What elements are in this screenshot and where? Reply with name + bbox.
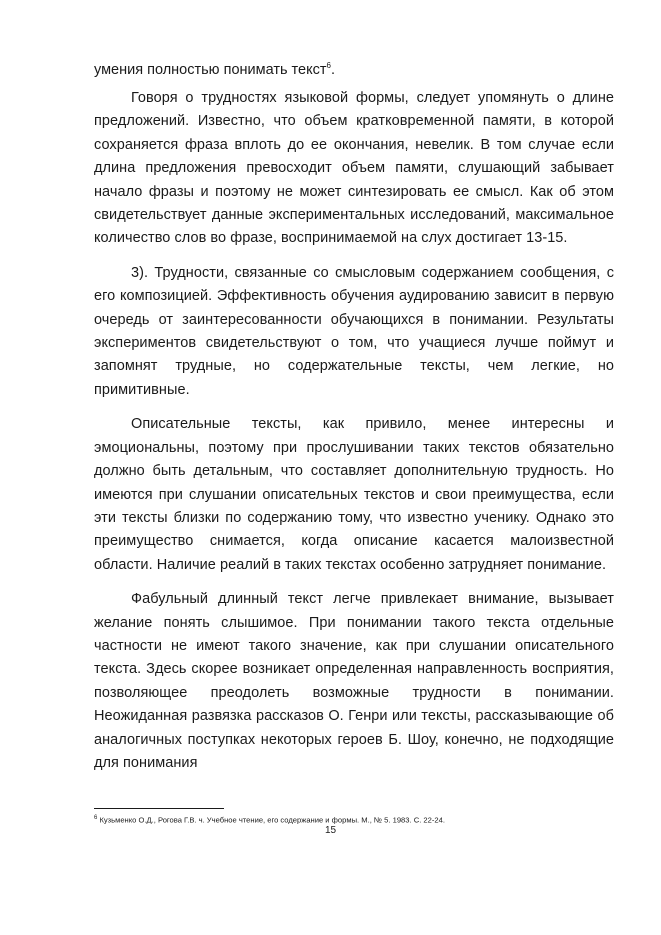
paragraph-plot-texts: Фабульный длинный текст легче привлекает внимание, вызывает желание понять слышимое. При понимании такого текста отдельные частности не имеют такого значение, как при слушании описательного текста. Здесь скорее возникает определенная направленность восприятия, позволяющее преодолеть возможные трудности в понимании. Неожиданная развязка рассказов О. Генри или тексты, рассказывающие об аналогичных поступках некоторых героев Б. Шоу, конечно, не подходящие для понимания [94,591,614,771]
footnote-reference[interactable]: 6 [326,61,331,71]
first-line [94,54,614,87]
first-line-end: . [330,62,335,78]
page-body [94,54,614,786]
paragraph-descriptive-texts: Описательные тексты, как привило, менее интересны и эмоциональны, поэтому при прослушивании таких текстов обязательно должно быть детальным, что составляет дополнительную трудность. Но имеются при слушании описательных текстов и свои преимущества, если эти тексты близки по содержанию тому, что известно ученику. Однако это преимущество снимается, когда описание касается малоизвестной области. Наличие реалий в таких текстах особенно затрудняет понимание. [94,416,614,573]
first-line-text: умения полностью понимать текст [94,62,327,78]
paragraph-content-difficulty: 3). Трудности, связанные со смысловым содержанием сообщения, с его композицией. Эффективность обучения аудированию зависит в первую очередь от заинтересованности обучающихся в понимании. Результаты экспериментов свидетельствуют о том, что учащиеся лучше поймут и запомнят трудные, но содержательные тексты, чем легкие, но примитивные. [94,264,614,398]
footnote-text: Кузьменко О.Д., Рогова Г.В. ч. Учебное чтение, его содержание и формы. М., № 5. 1983. С. 22-24. [97,815,445,825]
footnote-divider [94,808,224,809]
paragraph-sentence-length: Говоря о трудностях языковой формы, следует упомянуть о длине предложений. Известно, что объем кратковременной памяти, в которой сохраняется фраза вплоть до ее окончания, невелик. В том случае если длина предложения превосходит объем памяти, слушающий забывает начало фразы и поэтому не может синтезировать ее смысл. Как об этом свидетельствует данные экспериментальных исследований, максимальное количество слов во фразе, воспринимаемой на слух достигает 13-15. [94,90,614,247]
page-number: 15 [324,825,337,836]
footnote-marker: 6 [94,815,98,821]
